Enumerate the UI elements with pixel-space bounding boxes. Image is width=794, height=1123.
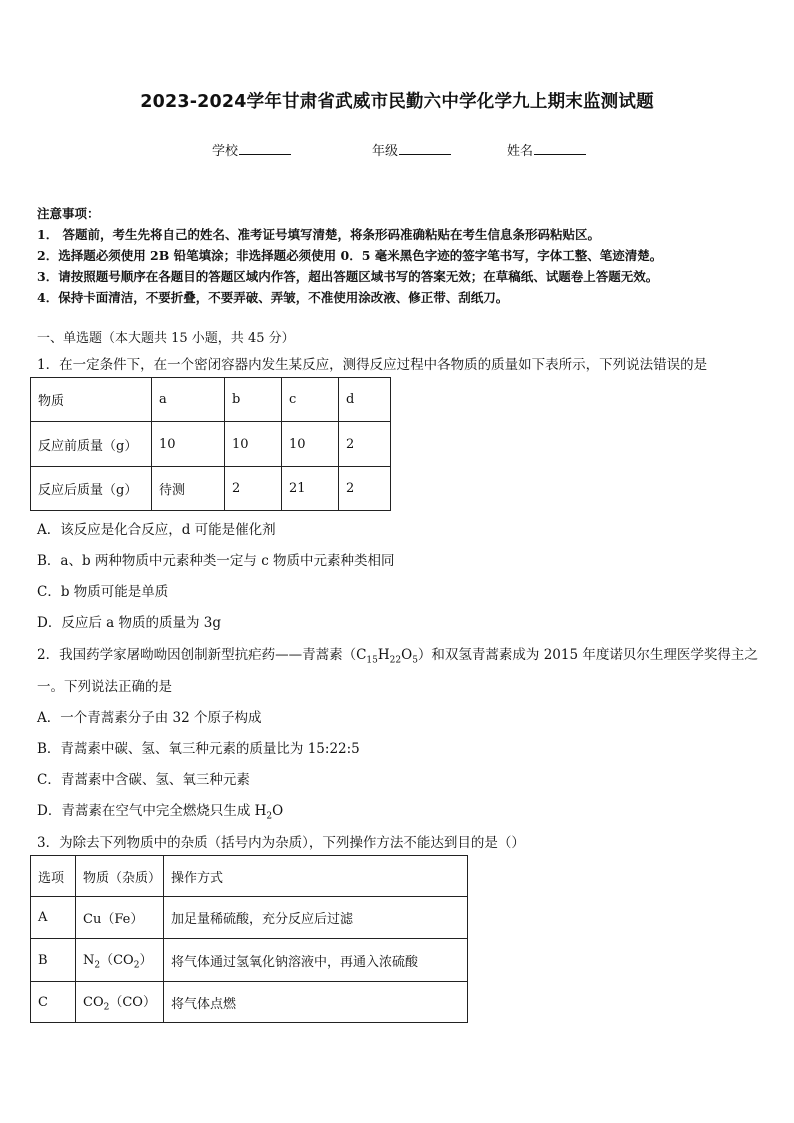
table-cell: 待测 bbox=[152, 467, 225, 511]
table-cell: A bbox=[31, 897, 76, 939]
name-field[interactable] bbox=[507, 140, 586, 159]
subscript: 2 bbox=[103, 1002, 110, 1013]
table-row bbox=[31, 982, 468, 1023]
stem-text: H bbox=[377, 647, 390, 663]
cell-text: （CO bbox=[100, 953, 134, 969]
cell-text: N bbox=[83, 953, 95, 969]
table-cell: d bbox=[339, 378, 391, 422]
table-cell: 物质（杂质） bbox=[76, 856, 164, 897]
table-cell: B bbox=[31, 939, 76, 982]
section-title: 一、单选题（本大题共 15 小题，共 45 分） bbox=[37, 331, 295, 346]
note-item: 1． 答题前，考生先将自己的姓名、准考证号填写清楚，将条形码准确粘贴在考生信息条形码粘贴区。 bbox=[37, 227, 601, 242]
table-cell: 物质 bbox=[31, 378, 152, 422]
table-cell: 21 bbox=[282, 467, 339, 511]
subscript: 2 bbox=[133, 960, 140, 971]
table-cell: 反应前质量（g） bbox=[31, 422, 152, 467]
table-cell: 操作方式 bbox=[164, 856, 468, 897]
table-cell: 2 bbox=[339, 467, 391, 511]
stem-text: ）和双氢青蒿素成为 2015 年度诺贝尔生理医学奖得主之 bbox=[417, 647, 758, 663]
question-1-option-d: D．反应后 a 物质的质量为 3g bbox=[37, 615, 221, 631]
question-1-option-b: B．a、b 两种物质中元素种类一定与 c 物质中元素种类相同 bbox=[37, 553, 395, 569]
notes-heading: 注意事项： bbox=[37, 206, 100, 221]
name-label: 姓名 bbox=[507, 144, 534, 159]
question-1-table bbox=[30, 377, 391, 511]
option-text: O bbox=[272, 803, 284, 819]
grade-field[interactable] bbox=[372, 140, 451, 159]
option-text: D．青蒿素在空气中完全燃烧只生成 H bbox=[37, 803, 267, 819]
question-2-option-d bbox=[37, 799, 283, 822]
school-label: 学校 bbox=[212, 144, 239, 159]
cell-text: CO bbox=[83, 995, 104, 1011]
cell-text: （CO） bbox=[109, 995, 156, 1011]
subscript: 2 bbox=[94, 960, 101, 971]
table-cell: b bbox=[225, 378, 282, 422]
grade-blank[interactable] bbox=[399, 142, 451, 155]
page-title: 2023-2024学年甘肃省武威市民勤六中学化学九上期末监测试题 bbox=[140, 92, 654, 112]
table-cell: c bbox=[282, 378, 339, 422]
subscript: 2 bbox=[266, 811, 273, 822]
table-cell: 2 bbox=[339, 422, 391, 467]
note-item: 4．保持卡面清洁，不要折叠，不要弄破、弄皱，不准使用涂改液、修正带、刮纸刀。 bbox=[37, 290, 509, 305]
question-1-option-c: C．b 物质可能是单质 bbox=[37, 584, 169, 600]
question-1-stem: 1．在一定条件下，在一个密闭容器内发生某反应，测得反应过程中各物质的质量如下表所示，下列说法错误的是 bbox=[37, 357, 708, 373]
question-1-option-a: A．该反应是化合反应，d 可能是催化剂 bbox=[37, 522, 276, 538]
subscript: 15 bbox=[366, 655, 378, 666]
table-cell bbox=[76, 982, 164, 1023]
table-cell: 2 bbox=[225, 467, 282, 511]
table-cell: 将气体通过氢氧化钠溶液中，再通入浓硫酸 bbox=[164, 939, 468, 982]
table-cell: 10 bbox=[152, 422, 225, 467]
table-row bbox=[31, 897, 468, 939]
subscript: 5 bbox=[412, 655, 418, 666]
question-2-option-a: A．一个青蒿素分子由 32 个原子构成 bbox=[37, 710, 262, 726]
note-item: 3．请按照题号顺序在各题目的答题区域内作答，超出答题区域书写的答案无效；在草稿纸、试题卷上答题无效。 bbox=[37, 269, 659, 284]
table-row bbox=[31, 939, 468, 982]
table-cell bbox=[76, 939, 164, 982]
table-cell: 选项 bbox=[31, 856, 76, 897]
table-header-row bbox=[31, 856, 468, 897]
question-3-stem: 3．为除去下列物质中的杂质（括号内为杂质），下列操作方法不能达到目的是（） bbox=[37, 835, 525, 851]
grade-label: 年级 bbox=[372, 144, 399, 159]
stem-text: O bbox=[401, 647, 413, 663]
notes-block bbox=[37, 203, 767, 308]
question-3-table bbox=[30, 855, 468, 1023]
table-cell: C bbox=[31, 982, 76, 1023]
question-2-stem-line2: 一。下列说法正确的是 bbox=[37, 679, 172, 695]
table-cell: 将气体点燃 bbox=[164, 982, 468, 1023]
table-cell: 10 bbox=[225, 422, 282, 467]
school-blank[interactable] bbox=[239, 142, 291, 155]
note-item: 2．选择题必须使用 2B 铅笔填涂；非选择题必须使用 0．5 毫米黑色字迹的签字笔书写，字体工整、笔迹清楚。 bbox=[37, 248, 663, 263]
stem-text: 2．我国药学家屠呦呦因创制新型抗疟药——青蒿素（C bbox=[37, 647, 367, 663]
table-cell: 反应后质量（g） bbox=[31, 467, 152, 511]
table-cell: Cu（Fe） bbox=[76, 897, 164, 939]
table-cell: a bbox=[152, 378, 225, 422]
question-2-option-c: C．青蒿素中含碳、氢、氧三种元素 bbox=[37, 772, 250, 788]
subscript: 22 bbox=[389, 655, 402, 666]
cell-text: ） bbox=[139, 953, 153, 969]
school-field[interactable] bbox=[212, 140, 291, 159]
table-row bbox=[31, 467, 391, 511]
name-blank[interactable] bbox=[534, 142, 586, 155]
table-row bbox=[31, 422, 391, 467]
table-cell: 10 bbox=[282, 422, 339, 467]
question-2-stem bbox=[37, 643, 758, 666]
question-2-option-b: B．青蒿素中碳、氢、氧三种元素的质量比为 15:22:5 bbox=[37, 741, 360, 757]
table-cell: 加足量稀硫酸，充分反应后过滤 bbox=[164, 897, 468, 939]
table-header-row bbox=[31, 378, 391, 422]
